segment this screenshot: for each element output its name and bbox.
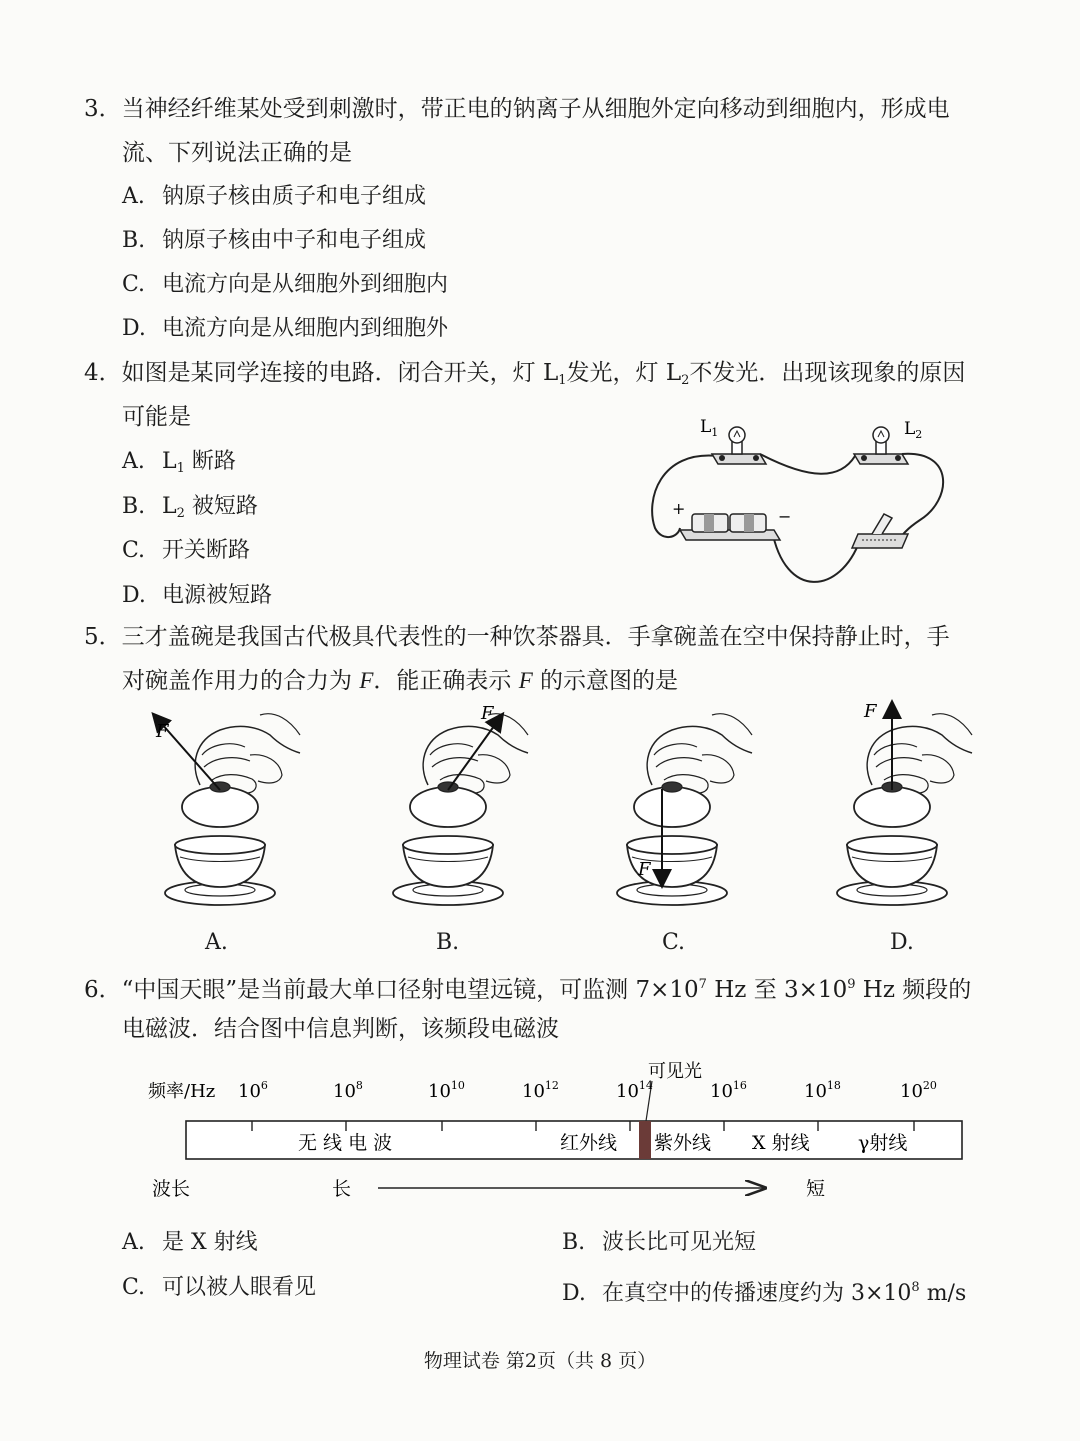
lamp-l1 [712,427,766,464]
page-footer: 物理试卷 第2页（共 8 页） [423,1350,657,1372]
frequency-ticks [238,1079,937,1102]
q6-option-d: D. 在真空中的传播速度约为 $3\times 10^8$ m/s [562,1280,967,1306]
q3-option-a: A. 钠原子核由质子和电子组成 [122,184,427,209]
tick-label: $10^{10}$ [428,1079,465,1102]
tick-label: $10^6$ [238,1079,268,1102]
figure-d [837,701,972,905]
q4-option-a: A. L1 断路 [122,449,236,476]
teacup-figures [140,695,1000,925]
tick-label: $10^{16}$ [710,1079,747,1102]
lamp-l2 [854,427,908,464]
wire-top [760,454,855,474]
q3-stem-line2: 流、下列说法正确的是 [122,140,352,166]
em-spectrum-diagram [140,1055,980,1205]
visible-light-label: 可见光 [648,1061,702,1082]
q4-stem-line1: 4．如图是某同学连接的电路．闭合开关，灯 L1发光，灯 L2不发光．出现该现象的原因 [84,360,966,388]
band-ultraviolet: 紫外线 [654,1132,712,1154]
force-label-c: F [638,859,651,880]
tick-label: $10^{18}$ [804,1079,841,1102]
q3-stem-line1: 3．当神经纤维某处受到刺激时，带正电的钠离子从细胞外定向移动到细胞内，形成电 [84,96,950,122]
q3-number: 3． [84,96,122,122]
q4-option-d: D. 电源被短路 [122,583,273,608]
figure-c [617,714,752,905]
q4-option-c: C. 开关断路 [122,538,251,563]
q6-option-c: C. 可以被人眼看见 [122,1275,317,1300]
q6-stem-line1: 6．“中国天眼”是当前最大单口径射电望远镜，可监测 $7\times 10^7$ Hz 至 $3\times 10^9$ Hz 频段的 [84,977,972,1003]
force-label-d: F [864,701,877,722]
figure-b [393,703,528,905]
force-label-b: F [481,703,494,724]
q3-option-b: B. 钠原子核由中子和电子组成 [122,228,427,253]
caption-c: C. [662,930,686,955]
caption-d: D. [890,930,914,955]
q5-stem-line2: 对碗盖作用力的合力为 F．能正确表示 F 的示意图的是 [122,668,679,694]
q4-stem-line2: 可能是 [122,404,191,430]
tick-label: $10^{20}$ [900,1079,937,1102]
switch [852,514,908,548]
q4-option-b: B. L2 被短路 [122,494,258,521]
lamp-l1-label: $L_1$ [700,417,719,439]
caption-a: A. [205,930,228,955]
band-infrared: 红外线 [560,1132,618,1154]
q3-option-d: D. 电流方向是从细胞内到细胞外 [122,316,449,341]
wavelength-long-label: 长 [332,1178,352,1200]
tick-label: $10^{12}$ [522,1079,559,1102]
wavelength-short-label: 短 [806,1178,826,1200]
wire-right [902,454,943,536]
tick-label: $10^8$ [333,1079,363,1102]
band-gamma: γ射线 [858,1132,908,1154]
wire-bottom [772,530,860,582]
band-radio: 无 线 电 波 [298,1132,393,1154]
tick-label: $10^{14}$ [616,1079,653,1102]
battery-plus-label: + [672,499,686,518]
q3-option-c: C. 电流方向是从细胞外到细胞内 [122,272,449,297]
caption-b: B. [436,930,460,955]
battery-minus-label: − [778,507,792,526]
battery [680,514,780,540]
band-xray: X 射线 [752,1132,810,1154]
circuit-diagram [640,410,960,590]
q6-option-b: B. 波长比可见光短 [562,1230,757,1255]
visible-light-band [639,1121,651,1159]
q6-option-a: A. 是 X 射线 [122,1230,258,1255]
q5-stem-line1: 5．三才盖碗是我国古代极具代表性的一种饮茶器具．手拿碗盖在空中保持静止时，手 [84,624,950,650]
figure-a [154,714,300,905]
lamp-l2-label: $L_2$ [904,419,923,441]
force-label-a: F [156,721,169,742]
q6-stem-line2: 电磁波．结合图中信息判断，该频段电磁波 [122,1016,559,1042]
wavelength-label: 波长 [152,1178,191,1200]
frequency-axis-label: 频率/Hz [148,1081,216,1102]
